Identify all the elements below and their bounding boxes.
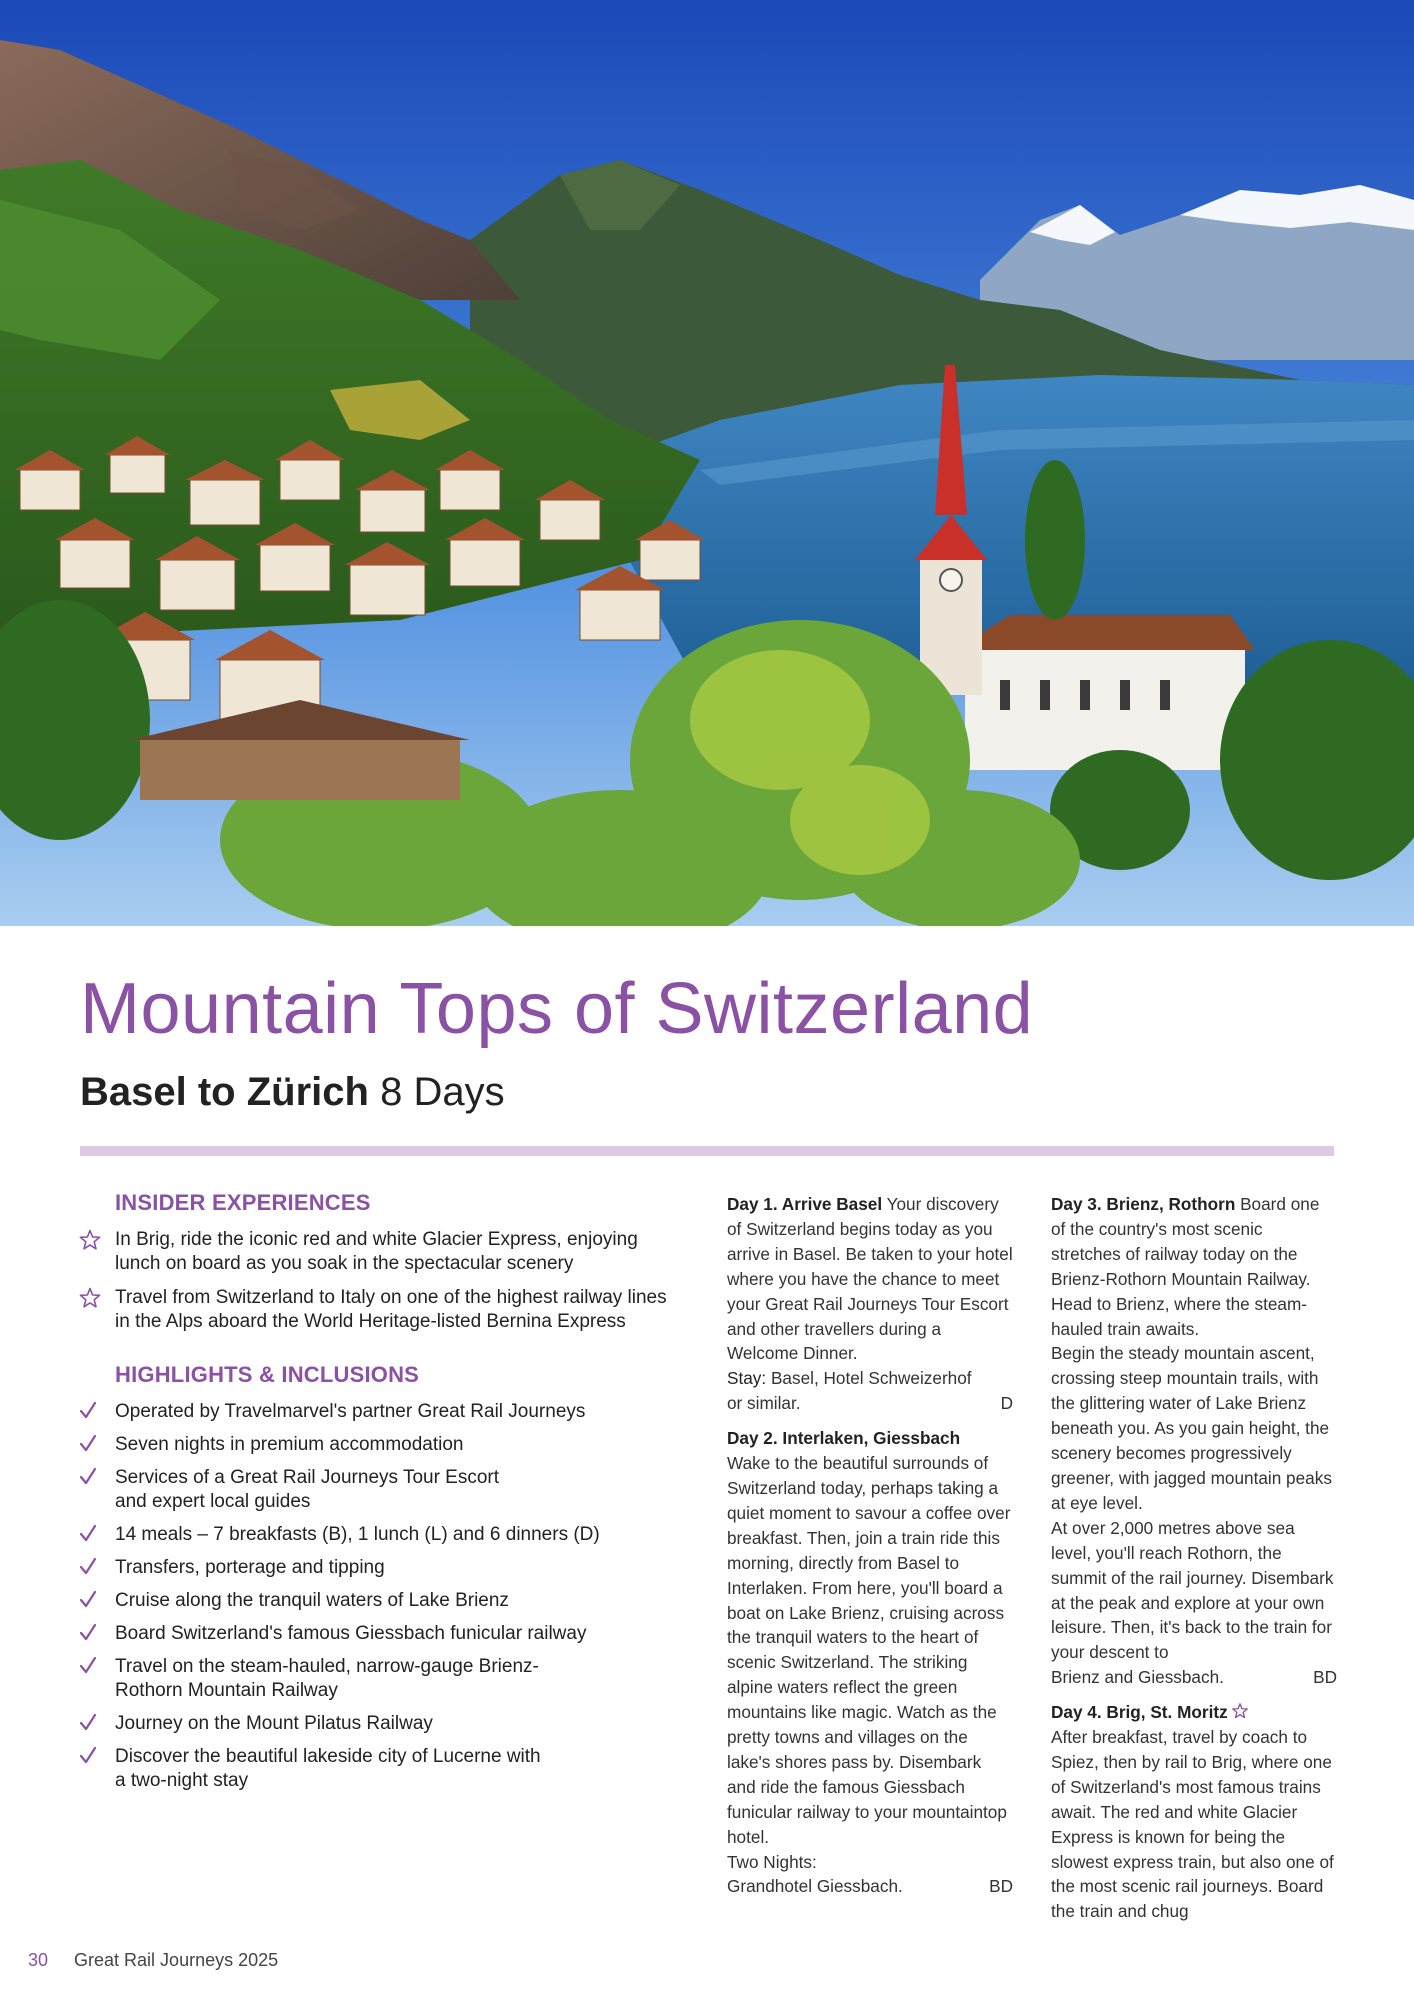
list-item: Travel from Switzerland to Italy on one of the highest railway lines in the Alps aboard the World Heritage-listed Bernina Express	[78, 1286, 678, 1334]
day-heading: Day 1. Arrive Basel	[727, 1194, 883, 1214]
day-4: Day 4. Brig, St. Moritz After breakfast, travel by coach to Spiez, then by rail to Brig, where one of Switzerland's most famous trains await. The red and white Glacier Express is known for being the slowest express train, but also one of the most scenic rail journeys. Board the train and chug	[1051, 1702, 1334, 1922]
trip-subtitle	[80, 1070, 505, 1115]
publication-name: Great Rail Journeys 2025	[74, 1950, 279, 1970]
experiences-column	[78, 1190, 678, 1802]
day-heading: Day 4. Brig, St. Moritz	[1051, 1702, 1228, 1723]
star-outline-icon	[78, 1228, 104, 1252]
day-3: Day 3. Brienz, Rothorn Board one of the country's most scenic stretches of railway today on the Brienz-Rothorn Mountain Railway. Head to Brienz, where the steam-hauled train awaits. Begin the steady mountain ascent, crossing steep mountain trails, with the glittering water of Lake Brienz beneath you. As you gain height, the scenery becomes progressively greener, with jagged mountain peaks at eye level. At over 2,000 metres above sea level, you'll reach Rothorn, the summit of the rail journey. Disembark at the peak and explore at your own leisure. Then, it's back to the train for your descent to Brienz and Giessbach. BD	[1051, 1192, 1337, 1690]
itinerary-column-2	[1051, 1192, 1337, 1934]
list-item: Transfers, porterage and tipping	[78, 1556, 678, 1580]
list-item: Seven nights in premium accommodation	[78, 1433, 678, 1457]
highlights-heading: HIGHLIGHTS & INCLUSIONS	[115, 1362, 420, 1387]
checkmark-icon	[78, 1712, 104, 1736]
page-footer	[28, 1950, 278, 1971]
checkmark-icon	[78, 1466, 104, 1490]
meal-code: BD	[1313, 1667, 1337, 1688]
checkmark-icon	[78, 1589, 104, 1613]
checkmark-icon	[78, 1433, 104, 1457]
page-title: Mountain Tops of Switzerland	[80, 969, 1034, 1049]
highlights-list	[78, 1400, 678, 1793]
checkmark-icon	[78, 1400, 104, 1424]
day-heading: Day 2. Interlaken, Giessbach	[727, 1428, 961, 1449]
hero-image	[0, 0, 1414, 926]
list-item: Board Switzerland's famous Giessbach funicular railway	[78, 1622, 678, 1646]
insider-heading: INSIDER EXPERIENCES	[115, 1190, 371, 1215]
duration-text: 8 Days	[380, 1070, 505, 1114]
checkmark-icon	[78, 1523, 104, 1547]
list-item: Services of a Great Rail Journeys Tour Escort and expert local guides	[78, 1466, 515, 1514]
itinerary-column-1	[727, 1192, 1013, 1909]
checkmark-icon	[78, 1622, 104, 1646]
list-item: Discover the beautiful lakeside city of Lucerne with a two-night stay	[78, 1745, 555, 1793]
list-item: Operated by Travelmarvel's partner Great Rail Journeys	[78, 1400, 678, 1424]
checkmark-icon	[78, 1655, 104, 1679]
insider-list	[78, 1228, 678, 1334]
meal-code: D	[1000, 1393, 1013, 1414]
day-2: Day 2. Interlaken, Giessbach Wake to the beautiful surrounds of Switzerland today, perhaps taking a quiet moment to savour a coffee over breakfast. Then, join a train ride this morning, directly from Basel to Interlaken. From here, you'll board a boat on Lake Brienz, cruising across the tranquil waters to the heart of scenic Switzerland. The striking alpine waters reflect the green mountains like magic. Watch as the pretty towns and villages on the lake's shores pass by. Disembark and ride the famous Giessbach funicular railway to your mountaintop hotel. Two Nights: Grandhotel Giessbach. BD	[727, 1426, 1013, 1899]
page-number: 30	[28, 1950, 49, 1970]
day-heading: Day 3. Brienz, Rothorn	[1051, 1194, 1236, 1214]
list-item: Travel on the steam-hauled, narrow-gauge Brienz-Rothorn Mountain Railway	[78, 1655, 545, 1703]
star-outline-icon	[78, 1286, 104, 1310]
checkmark-icon	[78, 1556, 104, 1580]
route-text: Basel to Zürich	[80, 1070, 369, 1114]
list-item: 14 meals – 7 breakfasts (B), 1 lunch (L) and 6 dinners (D)	[78, 1523, 678, 1547]
list-item: In Brig, ride the iconic red and white Glacier Express, enjoying lunch on board as you soak in the spectacular scenery	[78, 1228, 678, 1276]
star-outline-icon	[1230, 1702, 1250, 1720]
list-item: Cruise along the tranquil waters of Lake Brienz	[78, 1589, 678, 1613]
divider-rule	[80, 1146, 1334, 1156]
checkmark-icon	[78, 1745, 104, 1769]
list-item: Journey on the Mount Pilatus Railway	[78, 1712, 678, 1736]
day-1: Day 1. Arrive Basel Your discovery of Switzerland begins today as you arrive in Basel. Be taken to your hotel where you have the chance to meet your Great Rail Journeys Tour Escort and other travellers during a Welcome Dinner. Stay: Basel, Hotel Schweizerhof or similar. D	[727, 1192, 1013, 1416]
meal-code: BD	[989, 1876, 1013, 1897]
